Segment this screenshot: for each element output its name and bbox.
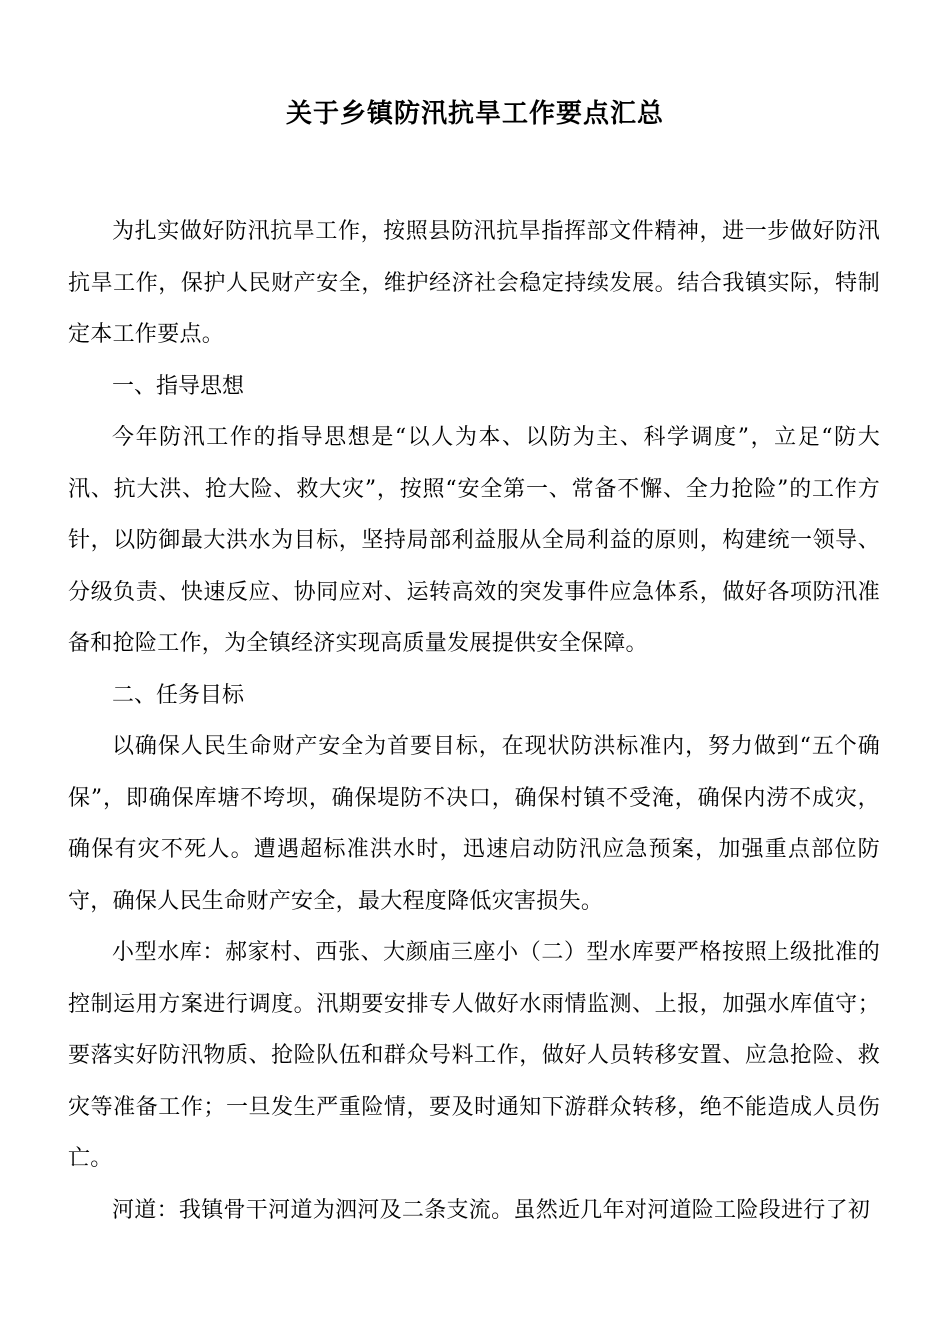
- section-heading-task-goals: 二、任务目标: [112, 682, 245, 708]
- river-paragraph: 河道：我镇骨干河道为泗河及二条支流。虽然近几年对河道险工险段进行了初: [112, 1197, 871, 1223]
- intro-paragraph: 为扎实做好防汛抗旱工作，按照县防汛抗旱指挥部文件精神，进一步做好防汛抗旱工作，保护人民财产安全，维护经济社会稳定持续发展。结合我镇实际，特制定本工作要点。: [68, 219, 880, 347]
- reservoir-paragraph: 小型水库：郝家村、西张、大颜庙三座小（二）型水库要严格按照上级批准的控制运用方案进行调度。汛期要安排专人做好水雨情监测、上报，加强水库值守；要落实好防汛物质、抢险队伍和群众号料工作，做好人员转移安置、应急抢险、救灾等准备工作；一旦发生严重险情，要及时通知下游群众转移，绝不能造成人员伤亡。: [68, 940, 880, 1171]
- guiding-thought-paragraph: 今年防汛工作的指导思想是“以人为本、以防为主、科学调度”，立足“防大汛、抗大洪、抢大险、救大灾”，按照“安全第一、常备不懈、全力抢险”的工作方针，以防御最大洪水为目标，坚持局部利益服从全局利益的原则，构建统一领导、分级负责、快速反应、协同应对、运转高效的突发事件应急体系，做好各项防汛准备和抢险工作，为全镇经济实现高质量发展提供安全保障。: [68, 425, 880, 656]
- document-title: 关于乡镇防汛抗旱工作要点汇总: [285, 99, 664, 129]
- document-body: [68, 206, 880, 1236]
- task-goals-paragraph: 以确保人民生命财产安全为首要目标，在现状防洪标准内，努力做到“五个确保”，即确保库塘不垮坝，确保堤防不决口，确保村镇不受淹，确保内涝不成灾，确保有灾不死人。遭遇超标准洪水时，迅速启动防汛应急预案，加强重点部位防守，确保人民生命财产安全，最大程度降低灾害损失。: [68, 734, 880, 914]
- section-heading-guiding-thought: 一、指导思想: [112, 373, 245, 399]
